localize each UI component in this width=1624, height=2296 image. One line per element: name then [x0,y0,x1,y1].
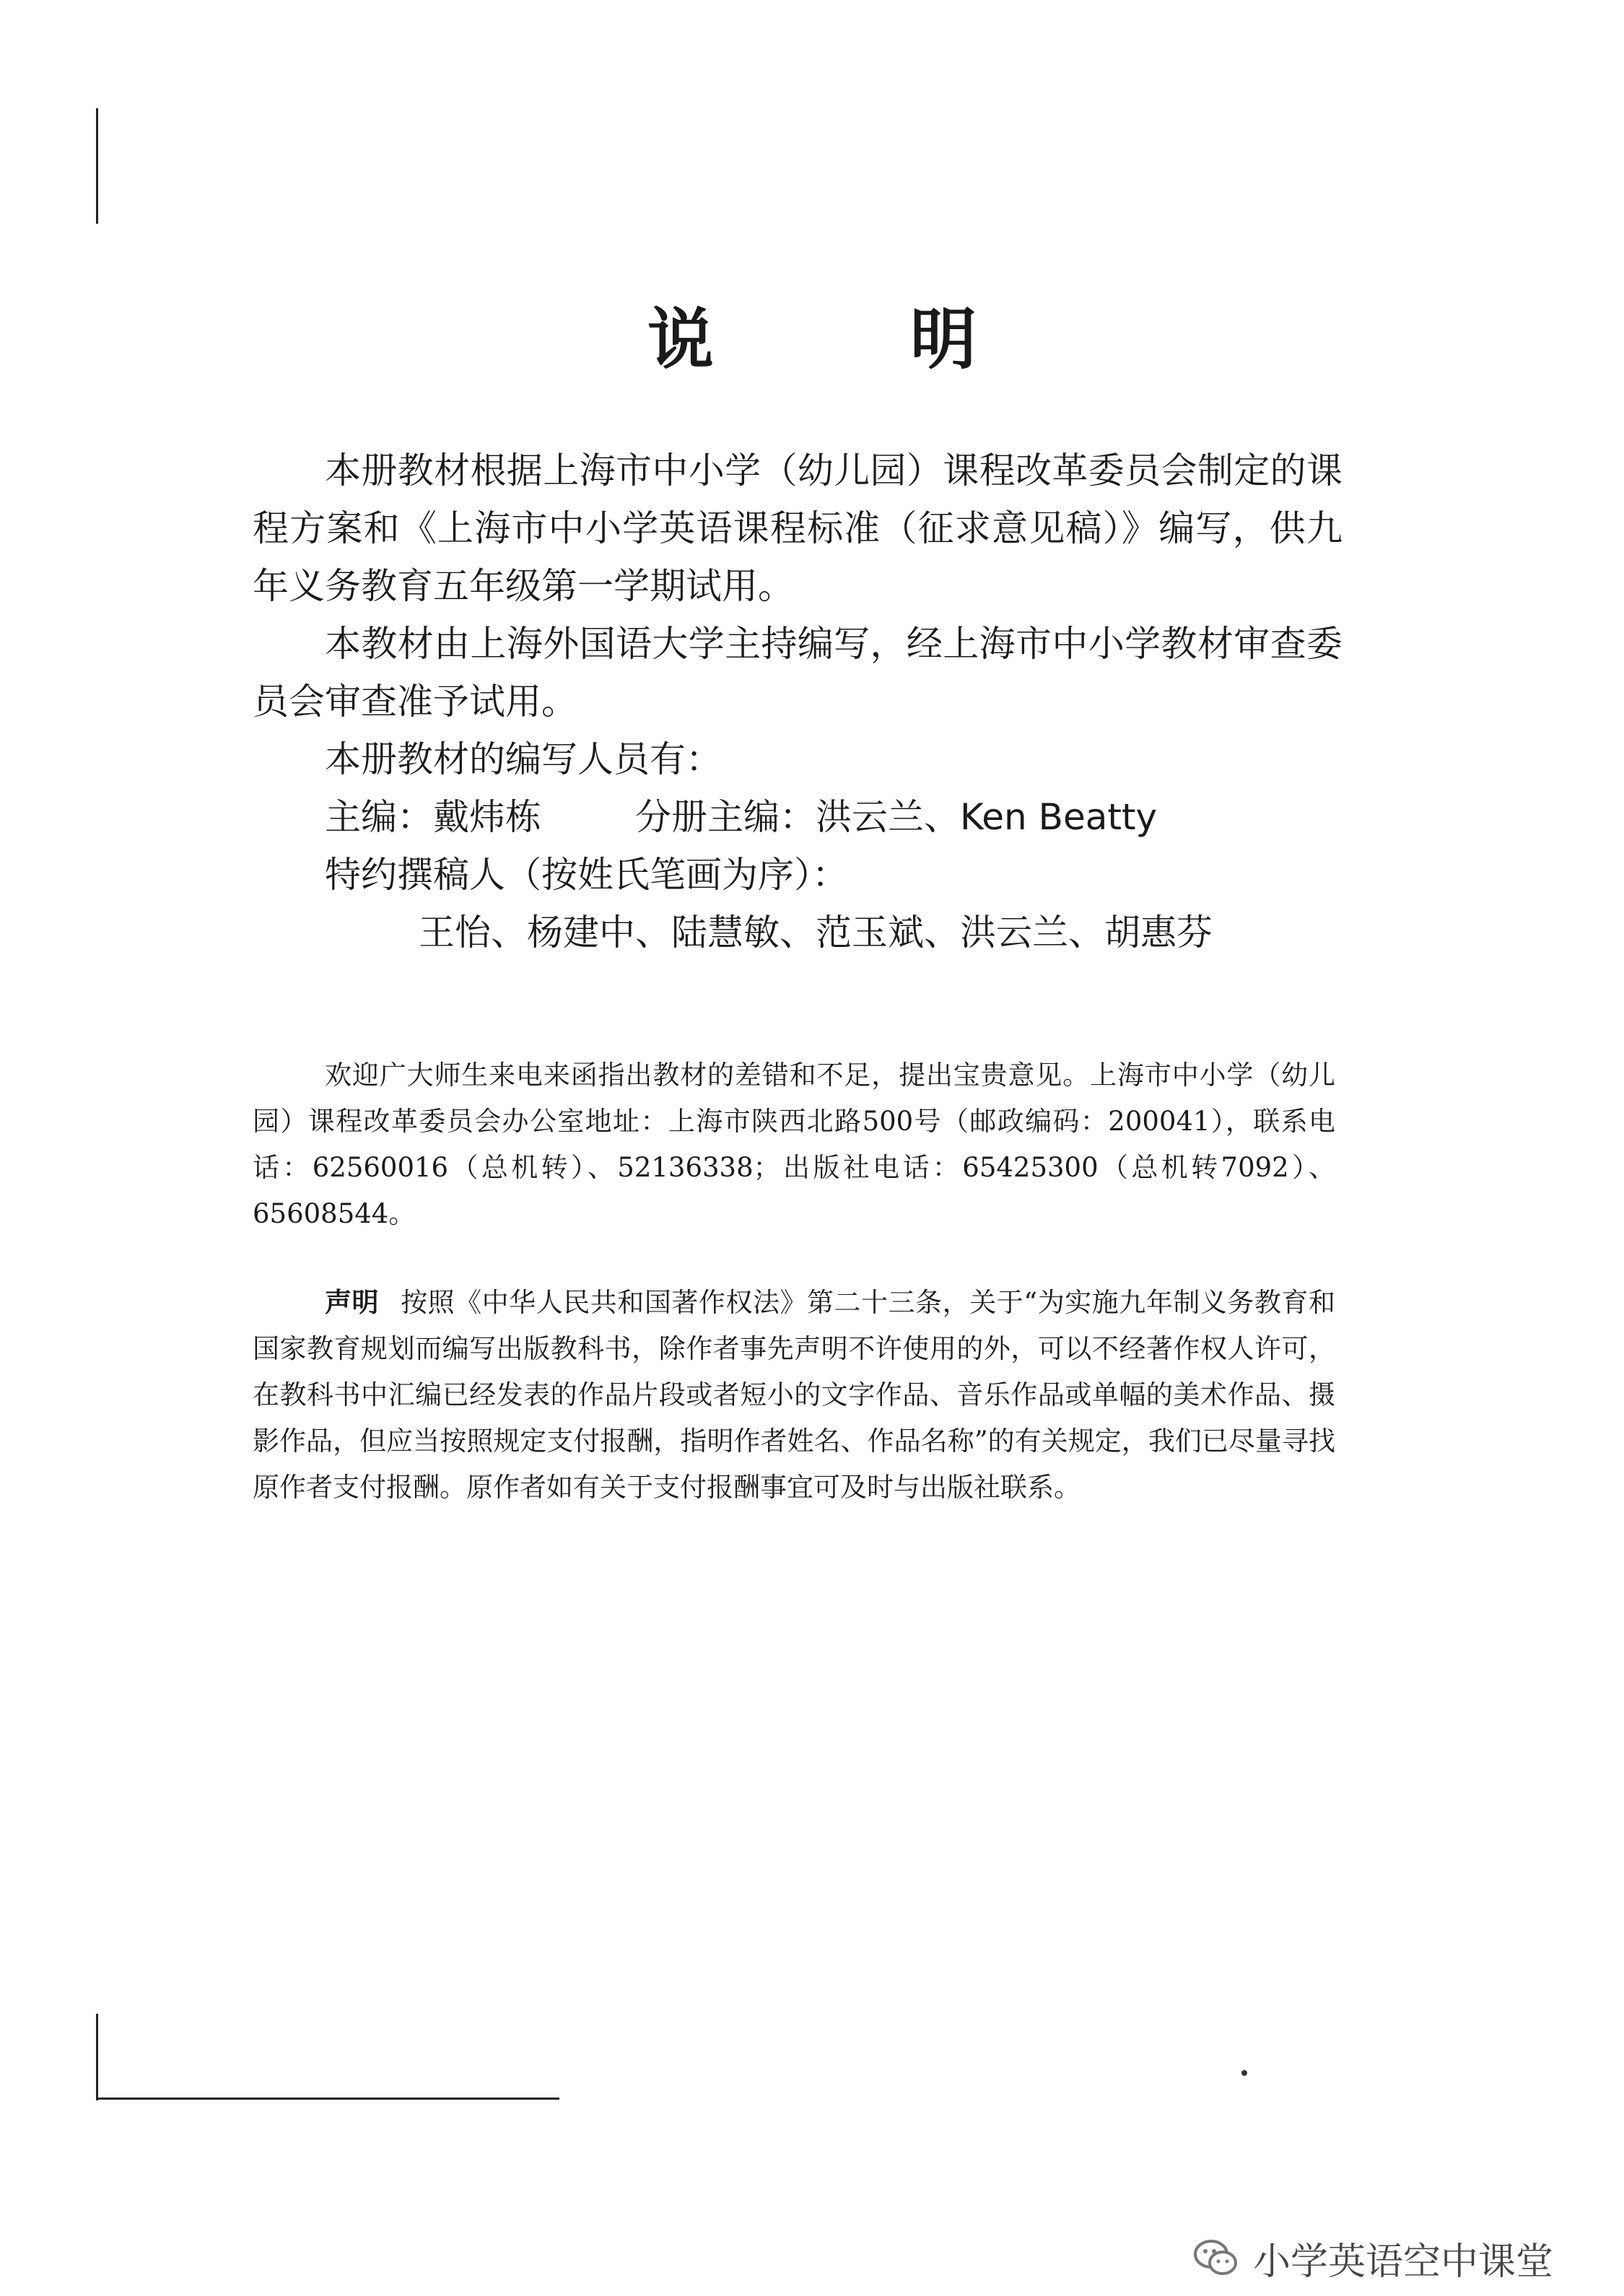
statement-label: 声明 [325,1286,380,1318]
intro-paragraph-2: 本教材由上海外国语大学主持编写，经上海市中小学教材审查委员会审查准予试用。 [253,623,1343,723]
page-title: 说 明 [647,301,1064,378]
editors-line [253,788,1343,846]
watermark-text: 小学英语空中课堂 [1253,2240,1554,2284]
feedback-section [253,1052,1335,1237]
volume-editor: 分册主编：洪云兰、Ken Beatty [635,796,1158,838]
intro-section [253,442,1343,961]
statement-section [253,1279,1335,1511]
feedback-paragraph: 欢迎广大师生来电来函指出教材的差错和不足，提出宝贵意见。上海市中小学（幼儿园）课程改革委员会办公室地址：上海市陕西北路500号（邮政编码：200041），联系电话：62560016（总机转）、52136338；出版社电话：65425300（总机转7092）、65608544。 [253,1060,1335,1229]
contributors-heading: 特约撰稿人（按姓氏笔画为序）： [325,854,848,896]
scan-edge-line-top [96,108,98,224]
contributors-list: 王怡、杨建中、陆慧敏、范玉斌、洪云兰、胡惠芬 [419,912,1213,953]
scan-edge-baseline [96,2098,559,2100]
chief-editor: 主编：戴炜栋 [325,796,541,838]
wechat-icon [1191,2232,1241,2283]
intro-paragraph-1: 本册教材根据上海市中小学（幼儿园）课程改革委员会制定的课程方案和《上海市中小学英语课程标准（征求意见稿）》编写，供九年义务教育五年级第一学期试用。 [253,450,1343,607]
editors-heading: 本册教材的编写人员有： [325,738,722,780]
statement-text: 按照《中华人民共和国著作权法》第二十三条，关于“为实施九年制义务教育和国家教育规划而编写出版教科书，除作者事先声明不许使用的外，可以不经著作权人许可，在教科书中汇编已经发表的作品片段或者短小的文字作品、音乐作品或单幅的美术作品、摄影作品，但应当按照规定支付报酬，指明作者姓名、作品名称”的有关规定，我们已尽量寻找原作者支付报酬。原作者如有关于支付报酬事宜可及时与出版社联系。 [253,1287,1335,1503]
scan-speck [1241,2070,1247,2076]
statement-paragraph [253,1279,1335,1511]
scan-edge-line-bottom [96,2014,98,2100]
watermark [1191,2229,1553,2287]
